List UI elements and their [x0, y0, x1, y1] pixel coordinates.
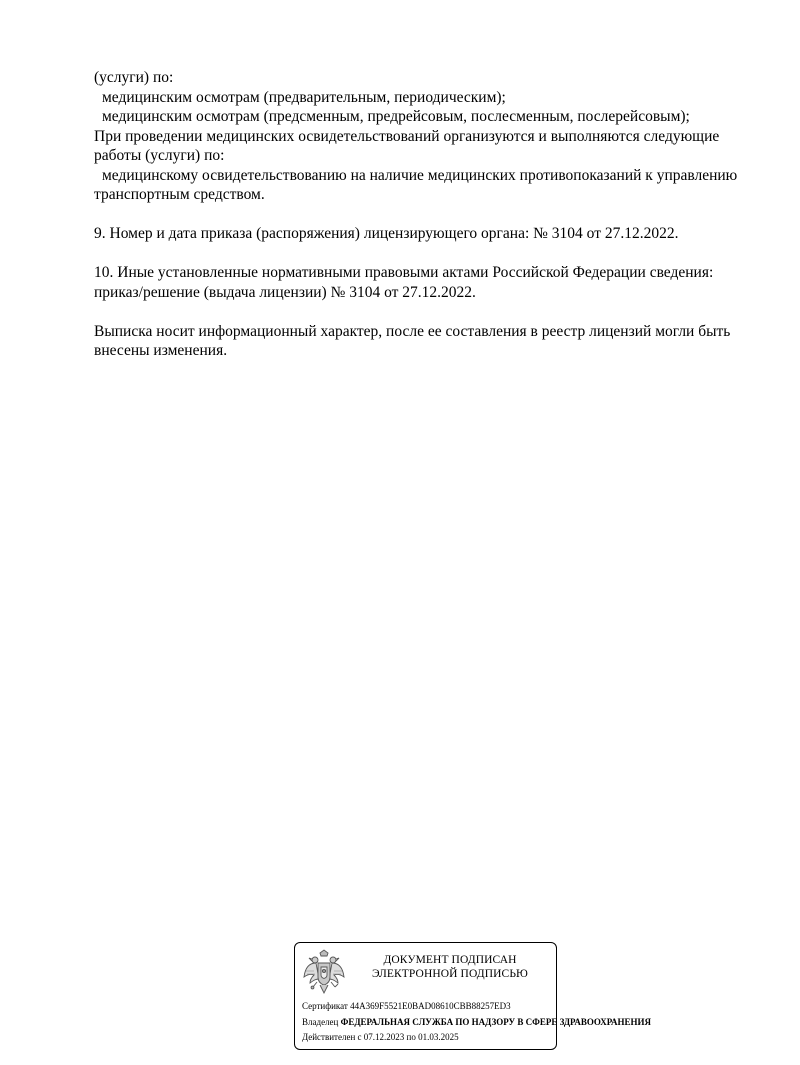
paragraph-gap: [94, 302, 774, 322]
double-headed-eagle-emblem-icon: [302, 949, 346, 995]
document-body: [94, 68, 774, 361]
paragraph-gap: [94, 244, 774, 264]
text-line: 10. Иные установленные нормативными правовыми актами Российской Федерации сведения:: [94, 264, 714, 281]
text-line: Выписка носит информационный характер, после ее составления в реестр лицензий могли быть: [94, 322, 731, 340]
stamp-title-line1: ДОКУМЕНТ ПОДПИСАН: [383, 954, 517, 966]
text-line: медицинскому освидетельствованию на наличие медицинских противопоказаний к управлению: [102, 166, 738, 184]
paragraph-gap: [94, 205, 774, 225]
electronic-signature-stamp: [294, 942, 652, 1050]
owner-value: ФЕДЕРАЛЬНАЯ СЛУЖБА ПО НАДЗОРУ В СФЕРЕ ЗДРАВООХРАНЕНИЯ: [340, 1017, 652, 1027]
text-line: приказ/решение (выдача лицензии) № 3104 от 27.12.2022.: [94, 283, 476, 301]
text-line: работы (услуги) по:: [94, 147, 225, 164]
stamp-title-line2: ЭЛЕКТРОННОЙ ПОДПИСЬЮ: [372, 968, 528, 980]
text-line: медицинским осмотрам (предварительным, периодическим);: [102, 88, 506, 106]
stamp-title: [355, 953, 545, 981]
validity-text: Действителен с 07.12.2023 по 01.03.2025: [302, 1032, 459, 1042]
text-line: При проведении медицинских освидетельствований организуются и выполняются следующие: [94, 127, 720, 145]
text-line: внесены изменения.: [94, 342, 228, 359]
text-line: транспортным средством.: [94, 186, 265, 203]
owner-row: [302, 1017, 651, 1028]
validity-row: [302, 1032, 459, 1043]
text-line: медицинским осмотрам (предсменным, предрейсовым, послесменным, послерейсовым);: [102, 108, 690, 125]
certificate-row: [302, 1001, 511, 1012]
owner-label: Владелец: [302, 1017, 339, 1027]
certificate-value: 44A369F5521E0BAD08610CBB88257ED3: [350, 1001, 511, 1011]
order-number-line: 9. Номер и дата приказа (распоряжения) лицензирующего органа: № 3104 от 27.12.2022.: [94, 225, 679, 242]
certificate-label: Сертификат: [302, 1001, 348, 1011]
text-line: (услуги) по:: [94, 69, 174, 86]
